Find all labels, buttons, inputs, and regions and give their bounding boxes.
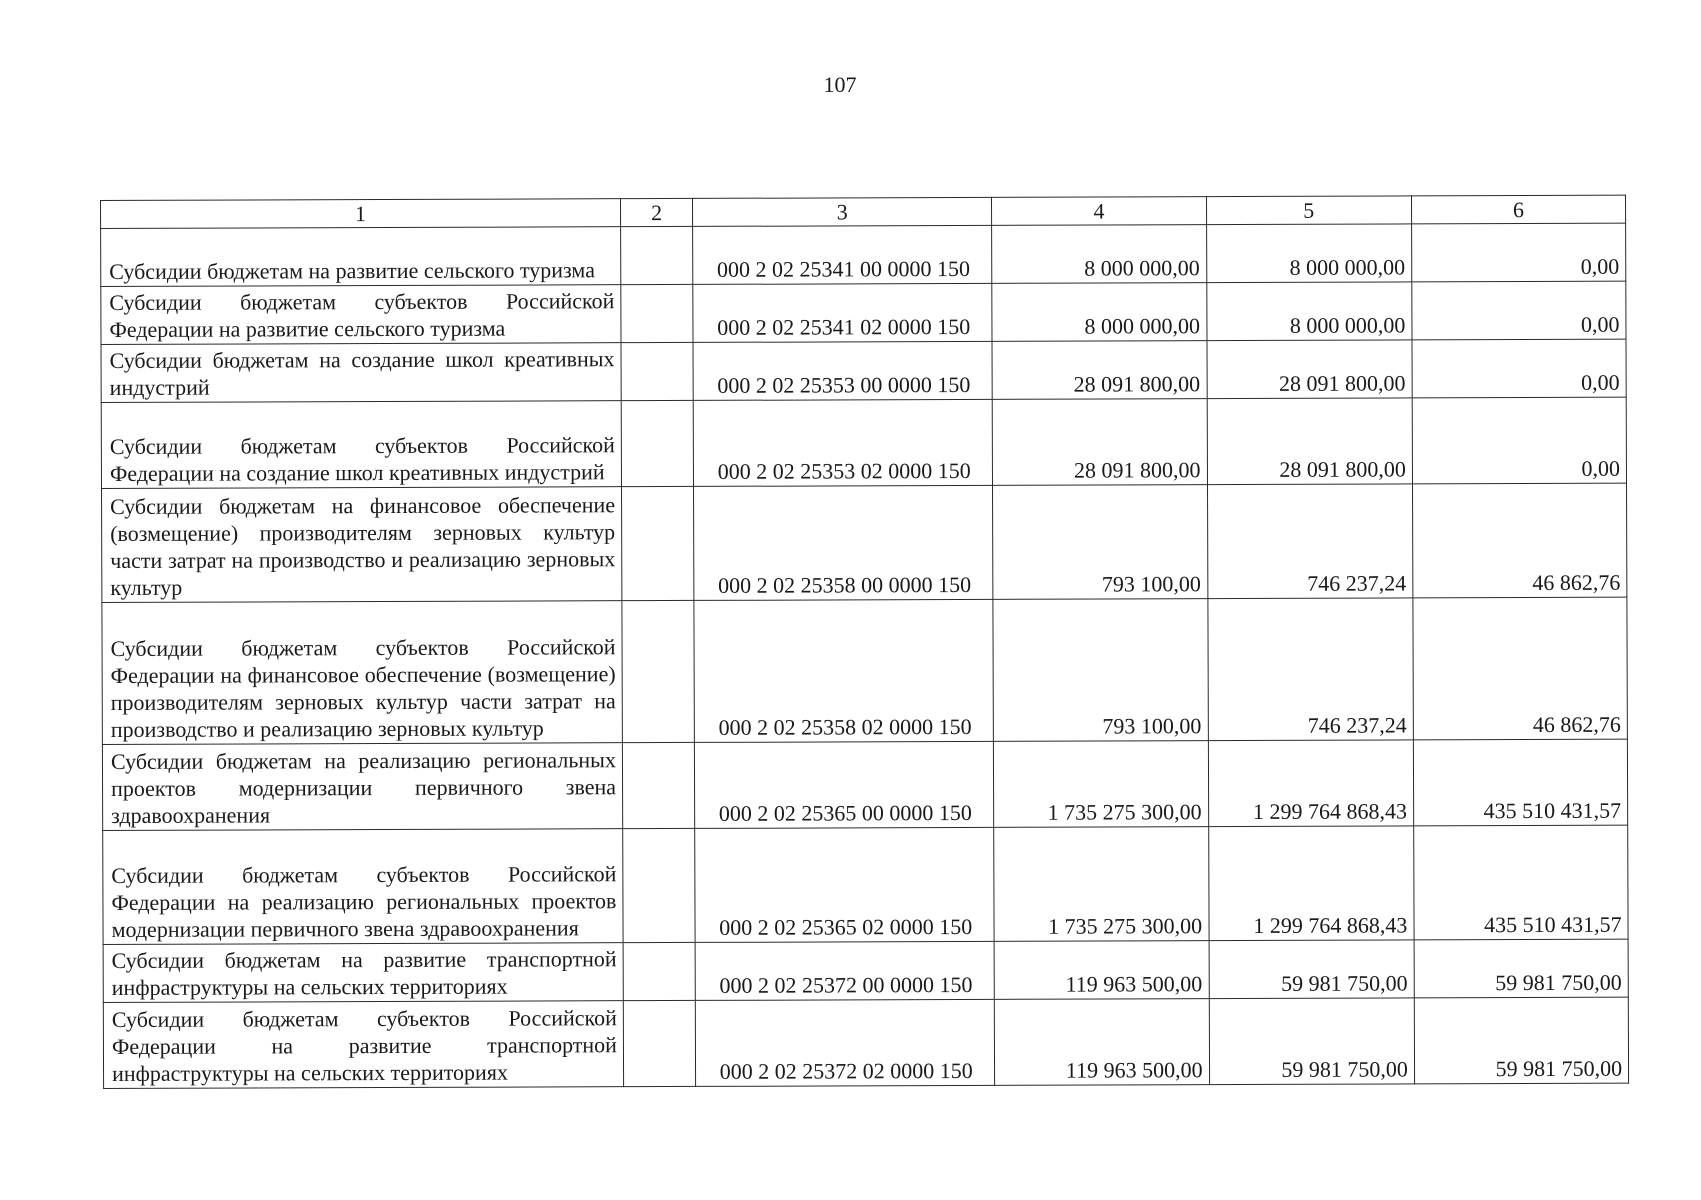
row-value-4: 119 963 500,00 xyxy=(995,999,1209,1086)
row-code: 000 2 02 25353 02 0000 150 xyxy=(693,399,993,486)
row-value-6: 0,00 xyxy=(1412,281,1626,340)
row-value-4: 119 963 500,00 xyxy=(994,941,1208,1000)
row-code: 000 2 02 25341 00 0000 150 xyxy=(693,225,993,284)
row-value-5: 746 237,24 xyxy=(1207,598,1413,741)
page-number: 107 xyxy=(823,72,857,97)
row-value-5: 28 091 800,00 xyxy=(1207,398,1413,485)
row-value-5: 1 299 764 868,43 xyxy=(1208,740,1414,827)
row-value-6: 0,00 xyxy=(1411,223,1625,282)
row-value-5: 746 237,24 xyxy=(1207,484,1413,599)
row-code: 000 2 02 25353 00 0000 150 xyxy=(693,341,993,400)
row-value-5: 8 000 000,00 xyxy=(1206,282,1412,341)
row-value-4: 793 100,00 xyxy=(993,599,1208,742)
row-value-4: 793 100,00 xyxy=(993,485,1208,600)
column-header-1: 1 xyxy=(101,199,621,229)
row-col2 xyxy=(623,828,695,942)
table-row xyxy=(103,939,1628,1002)
row-value-5: 59 981 750,00 xyxy=(1209,998,1415,1085)
row-name: Субсидии бюджетам на развитие транспортной инфраструктуры на сельских территориях xyxy=(103,943,623,1003)
row-col2 xyxy=(621,342,693,400)
table-row xyxy=(103,825,1628,944)
row-code: 000 2 02 25365 00 0000 150 xyxy=(694,741,994,828)
row-value-5: 1 299 764 868,43 xyxy=(1208,826,1414,941)
row-col2 xyxy=(622,600,695,742)
row-value-5: 59 981 750,00 xyxy=(1209,940,1415,999)
table-row xyxy=(102,597,1627,744)
row-value-6: 46 862,76 xyxy=(1412,483,1627,598)
column-header-3: 3 xyxy=(693,197,992,226)
column-header-6: 6 xyxy=(1411,195,1625,224)
row-value-6: 0,00 xyxy=(1412,397,1626,484)
table-row xyxy=(101,281,1626,344)
row-name: Субсидии бюджетам на развитие сельского туризма xyxy=(101,227,621,287)
row-code: 000 2 02 25358 00 0000 150 xyxy=(694,485,994,600)
row-col2 xyxy=(621,400,693,486)
column-header-4: 4 xyxy=(992,197,1206,226)
table-row xyxy=(101,397,1626,488)
row-value-6: 0,00 xyxy=(1412,339,1626,398)
table-row xyxy=(101,339,1626,402)
column-header-5: 5 xyxy=(1206,196,1411,225)
row-value-4: 8 000 000,00 xyxy=(992,225,1206,284)
row-name: Субсидии бюджетам на создание школ креативных индустрий xyxy=(101,343,621,403)
row-col2 xyxy=(621,226,693,284)
row-col2 xyxy=(622,742,694,828)
row-name: Субсидии бюджетам субъектов Российской Федерации на создание школ креативных индустрий xyxy=(101,401,621,489)
row-value-4: 28 091 800,00 xyxy=(993,399,1207,486)
row-col2 xyxy=(623,942,695,1000)
budget-table xyxy=(100,195,1629,1089)
row-code: 000 2 02 25358 02 0000 150 xyxy=(694,599,994,742)
row-value-6: 59 981 750,00 xyxy=(1414,997,1628,1084)
row-value-4: 1 735 275 300,00 xyxy=(994,827,1209,942)
row-name: Субсидии бюджетам субъектов Российской Федерации на финансовое обеспечение (возмещение) производителям зерновых культур части затрат на производство и реализацию зерновых культур xyxy=(102,601,622,745)
row-col2 xyxy=(623,1000,695,1086)
row-code: 000 2 02 25372 00 0000 150 xyxy=(695,941,995,1000)
row-name: Субсидии бюджетам на реализацию региональных проектов модернизации первичного звена здравоохранения xyxy=(102,743,622,831)
row-col2 xyxy=(621,486,693,600)
row-col2 xyxy=(621,284,693,342)
row-value-5: 28 091 800,00 xyxy=(1206,340,1412,399)
row-value-6: 59 981 750,00 xyxy=(1414,939,1628,998)
row-value-6: 46 862,76 xyxy=(1413,597,1628,740)
table-row xyxy=(103,997,1628,1088)
row-value-6: 435 510 431,57 xyxy=(1413,739,1627,826)
row-name: Субсидии бюджетам субъектов Российской Федерации на реализацию региональных проектов модернизации первичного звена здравоохранения xyxy=(103,829,623,945)
row-code: 000 2 02 25372 02 0000 150 xyxy=(695,999,995,1086)
table-row xyxy=(102,739,1627,830)
row-value-4: 28 091 800,00 xyxy=(992,341,1206,400)
row-value-4: 1 735 275 300,00 xyxy=(994,741,1208,828)
row-name: Субсидии бюджетам субъектов Российской Федерации на развитие транспортной инфраструктуры на сельских территориях xyxy=(103,1001,623,1089)
row-name: Субсидии бюджетам на финансовое обеспечение (возмещение) производителям зерновых культур части затрат на производство и реализацию зерновых культур xyxy=(102,487,622,603)
table-row xyxy=(102,483,1627,602)
row-code: 000 2 02 25365 02 0000 150 xyxy=(695,827,995,942)
table-row xyxy=(101,223,1626,286)
row-value-4: 8 000 000,00 xyxy=(992,283,1206,342)
row-value-5: 8 000 000,00 xyxy=(1206,224,1412,283)
row-value-6: 435 510 431,57 xyxy=(1414,825,1629,940)
column-header-2: 2 xyxy=(620,198,692,226)
row-code: 000 2 02 25341 02 0000 150 xyxy=(693,283,993,342)
row-name: Субсидии бюджетам субъектов Российской Федерации на развитие сельского туризма xyxy=(101,285,621,345)
